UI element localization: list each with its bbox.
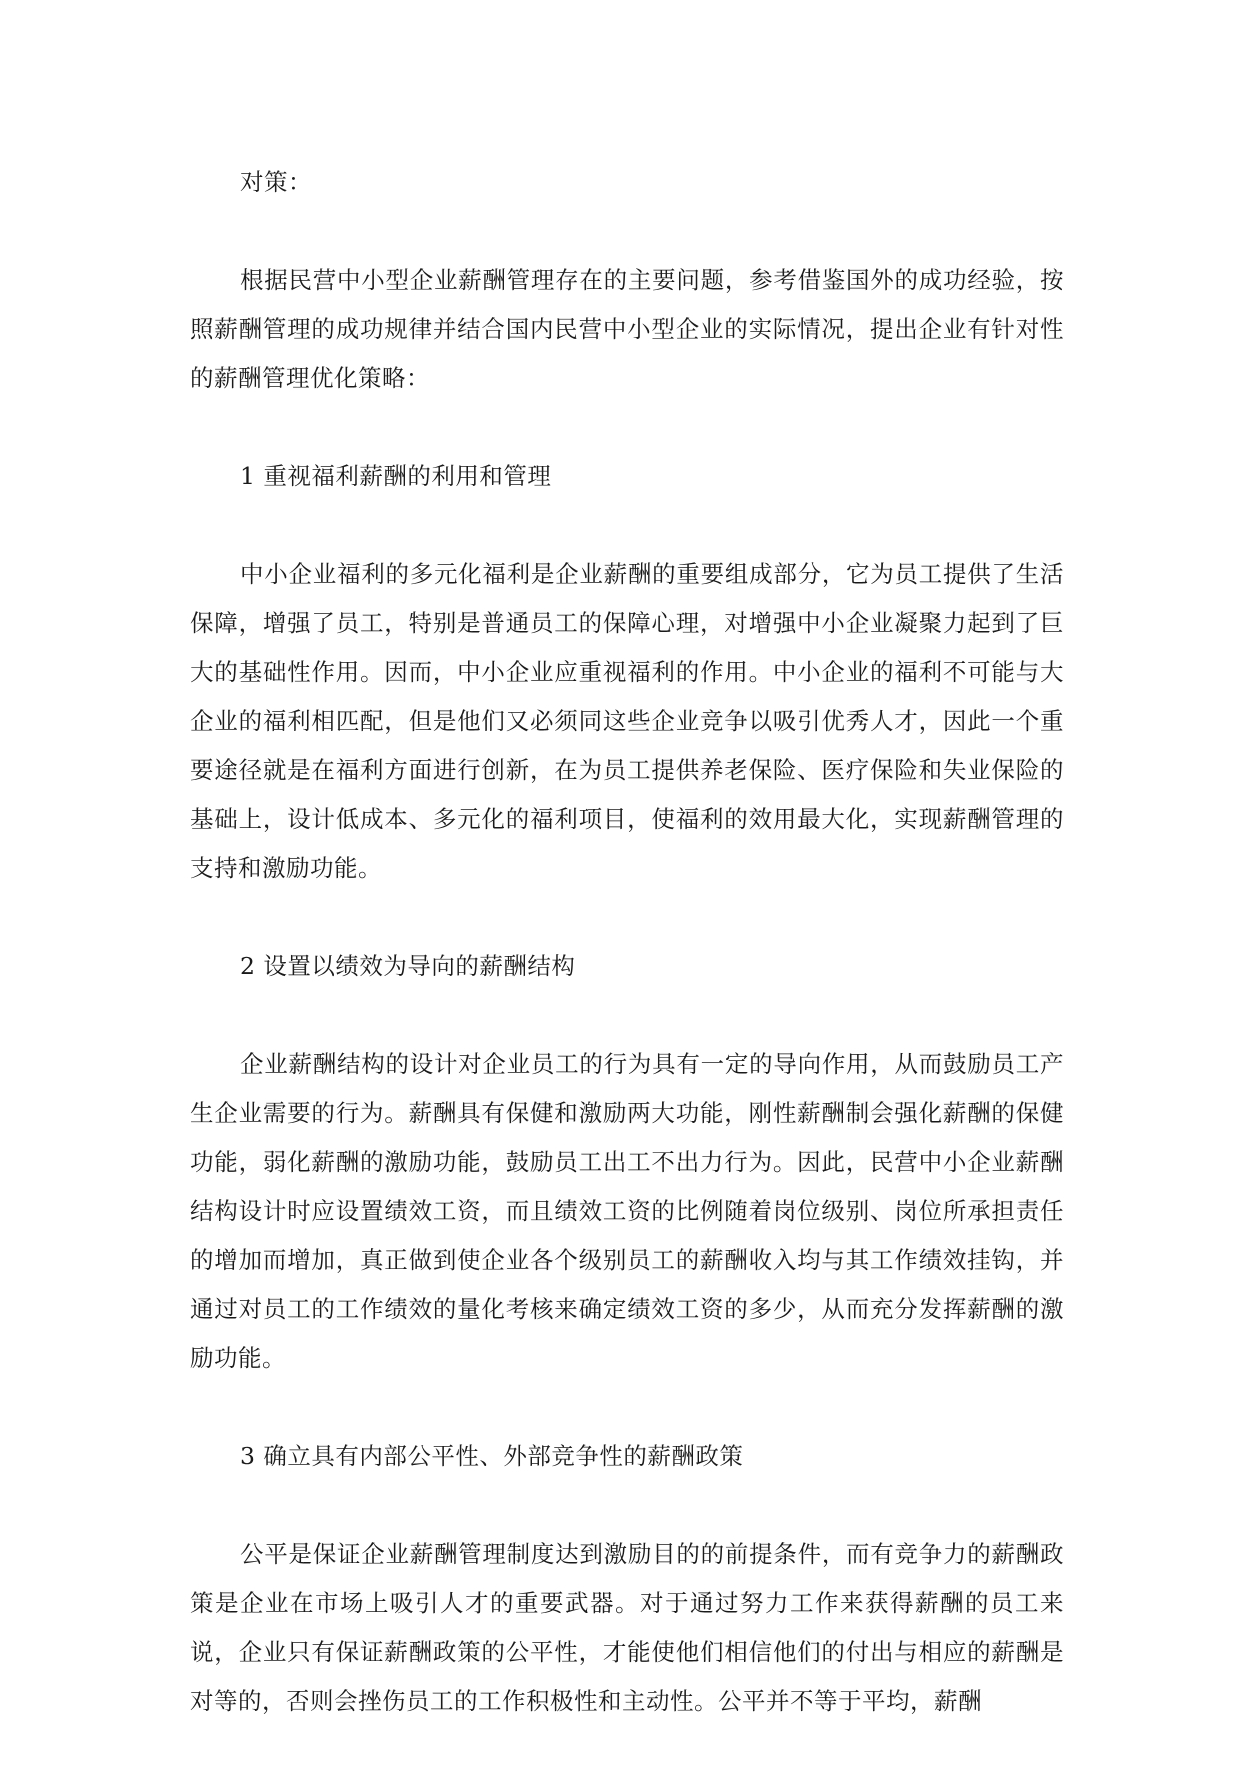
section-label: 对策：: [240, 168, 312, 196]
section-paragraph-2: 企业薪酬结构的设计对企业员工的行为具有一定的导向作用，从而鼓励员工产生企业需要的行为。薪酬具有保健和激励两大功能，刚性薪酬制会强化薪酬的保健功能，弱化薪酬的激励功能，鼓励员工出工不出力行为。因此，民营中小企业薪酬结构设计时应设置绩效工资，而且绩效工资的比例随着岗位级别、岗位所承担责任的增加而增加，真正做到使企业各个级别员工的薪酬收入均与其工作绩效挂钩，并通过对员工的工作绩效的量化考核来确定绩效工资的多少，从而充分发挥薪酬的激励功能。: [190, 1050, 1064, 1372]
section-paragraph-1: 中小企业福利的多元化福利是企业薪酬的重要组成部分，它为员工提供了生活保障，增强了员工，特别是普通员工的保障心理，对增强中小企业凝聚力起到了巨大的基础性作用。因而，中小企业应重视福利的作用。中小企业的福利不可能与大企业的福利相匹配，但是他们又必须同这些企业竞争以吸引优秀人才，因此一个重要途径就是在福利方面进行创新，在为员工提供养老保险、医疗保险和失业保险的基础上，设计低成本、多元化的福利项目，使福利的效用最大化，实现薪酬管理的支持和激励功能。: [190, 560, 1064, 882]
section-heading-3: 3 确立具有内部公平性、外部竞争性的薪酬政策: [240, 1442, 744, 1470]
intro-paragraph: 根据民营中小型企业薪酬管理存在的主要问题，参考借鉴国外的成功经验，按照薪酬管理的成功规律并结合国内民营中小型企业的实际情况，提出企业有针对性的薪酬管理优化策略：: [190, 266, 1064, 392]
document-body: [190, 158, 1064, 1775]
section-heading-1: 1 重视福利薪酬的利用和管理: [240, 462, 552, 490]
section-heading-2: 2 设置以绩效为导向的薪酬结构: [240, 952, 576, 980]
section-paragraph-3: 公平是保证企业薪酬管理制度达到激励目的的前提条件，而有竞争力的薪酬政策是企业在市场上吸引人才的重要武器。对于通过努力工作来获得薪酬的员工来说，企业只有保证薪酬政策的公平性，才能使他们相信他们的付出与相应的薪酬是对等的，否则会挫伤员工的工作积极性和主动性。公平并不等于平均，薪酬: [190, 1540, 1064, 1715]
